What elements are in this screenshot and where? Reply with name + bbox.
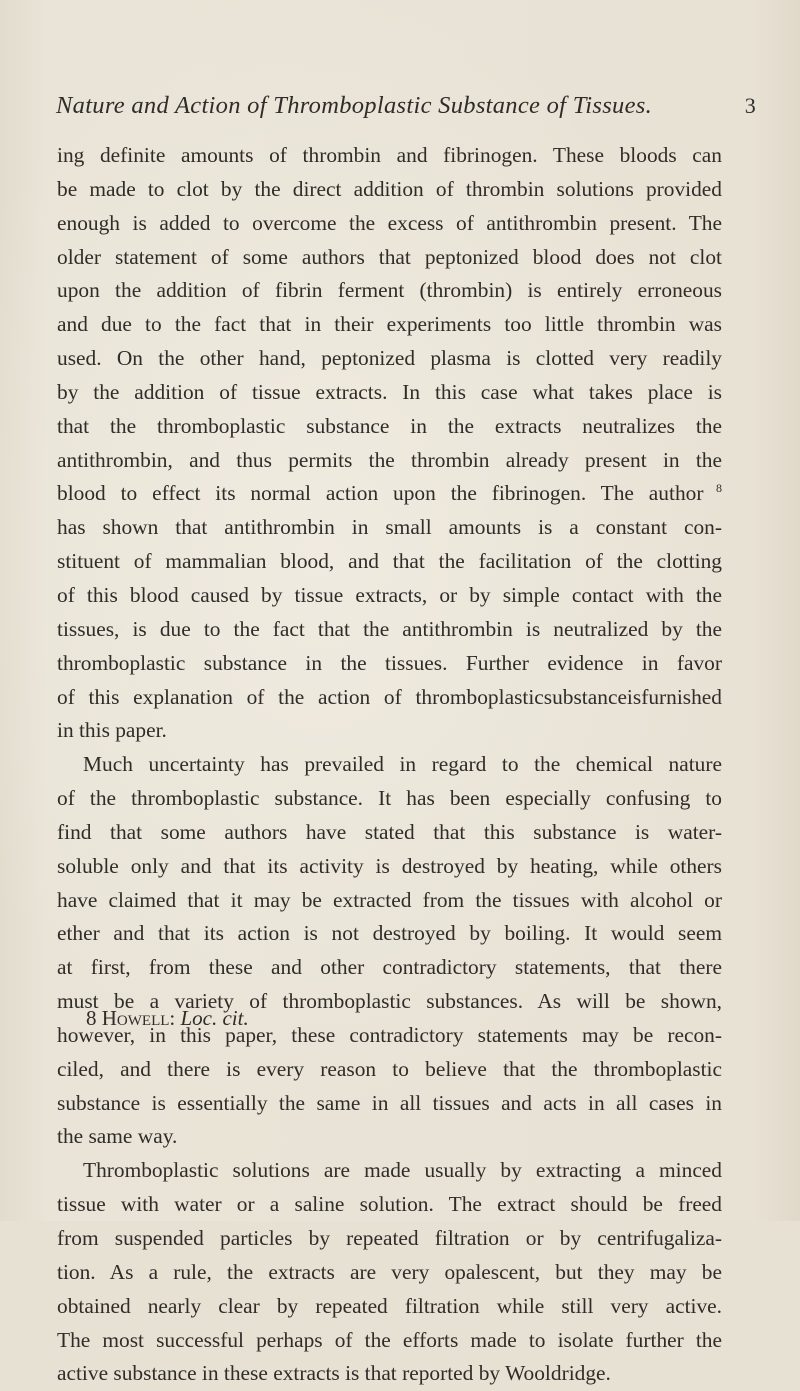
footnote-reference[interactable]: 8 bbox=[703, 481, 722, 496]
text-line: older statement of some authors that peptonized blood does not clot bbox=[57, 244, 722, 269]
text-line: however, in this paper, these contradictory statements may be recon- bbox=[57, 1022, 722, 1047]
running-head bbox=[56, 92, 756, 126]
text-line: tissue with water or a saline solution. The extract should be freed bbox=[57, 1192, 722, 1217]
text-line: of the thromboplastic substance. It has been especially confusing to bbox=[57, 786, 722, 811]
text-line: obtained nearly clear by repeated filtration while still very active. bbox=[57, 1293, 722, 1318]
text-line: be made to clot by the direct addition of thrombin solutions provided bbox=[57, 176, 722, 201]
text-line: by the addition of tissue extracts. In this case what takes place is bbox=[57, 379, 722, 404]
text-line: tion. As a rule, the extracts are very opalescent, but they may be bbox=[57, 1259, 722, 1284]
text-line: active substance in these extracts is that reported by Wooldridge. bbox=[57, 1361, 611, 1386]
text-line: upon the addition of fibrin ferment (thrombin) is entirely erroneous bbox=[57, 278, 722, 303]
footnote-citation: Loc. cit. bbox=[180, 1006, 249, 1030]
text-line: used. On the other hand, peptonized plasma is clotted very readily bbox=[57, 346, 722, 371]
page-number: 3 bbox=[744, 93, 756, 118]
text-line: soluble only and that its activity is destroyed by heating, while others bbox=[57, 853, 722, 878]
text-line: must be a variety of thromboplastic substances. As will be shown, bbox=[57, 989, 722, 1014]
paragraph bbox=[57, 139, 722, 748]
text-line: stituent of mammalian blood, and that the facilitation of the clotting bbox=[57, 549, 722, 574]
text-line: ether and that its action is not destroyed by boiling. It would seem bbox=[57, 921, 722, 946]
text-line: ing definite amounts of thrombin and fibrinogen. These bloods can bbox=[57, 143, 722, 167]
footnote-author: Howell: bbox=[101, 1006, 176, 1030]
text-line: enough is added to overcome the excess of antithrombin present. The bbox=[57, 210, 722, 235]
text-line: substance is essentially the same in all tissues and acts in all cases in bbox=[57, 1090, 722, 1115]
paragraph bbox=[57, 748, 722, 1154]
footnote bbox=[86, 1001, 249, 1035]
body-text bbox=[57, 139, 722, 1391]
text-line: that the thromboplastic substance in the extracts neutralizes the bbox=[57, 413, 722, 438]
text-line: have claimed that it may be extracted from the tissues with alcohol or bbox=[57, 887, 722, 912]
text-line: and due to the fact that in their experiments too little thrombin was bbox=[57, 312, 722, 337]
text-line: of this explanation of the action of thromboplasticsubstanceisfurnished bbox=[57, 684, 722, 709]
text-line: tissues, is due to the fact that the antithrombin is neutralized by the bbox=[57, 616, 722, 641]
text-line: has shown that antithrombin in small amounts is a constant con- bbox=[57, 515, 722, 540]
text-line: Much uncertainty has prevailed in regard to the chemical nature bbox=[83, 752, 722, 777]
text-line: in this paper. bbox=[57, 718, 167, 743]
text-line: antithrombin, and thus permits the thrombin already present in the bbox=[57, 447, 722, 472]
text-line: Thromboplastic solutions are made usually by extracting a minced bbox=[83, 1158, 722, 1183]
paragraph bbox=[57, 1154, 722, 1391]
footnote-marker: 8 bbox=[86, 1006, 97, 1030]
text-line: find that some authors have stated that this substance is water- bbox=[57, 819, 722, 844]
text-line: blood to effect its normal action upon the fibrinogen. The author $^8$ bbox=[57, 481, 722, 506]
text-line: the same way. bbox=[57, 1124, 178, 1149]
text-line: at first, from these and other contradictory statements, that there bbox=[57, 955, 722, 980]
running-title: Nature and Action of Thromboplastic Substance of Tissues. bbox=[56, 92, 653, 119]
text-line: of this blood caused by tissue extracts, or by simple contact with the bbox=[57, 582, 722, 607]
text-line: The most successful perhaps of the efforts made to isolate further the bbox=[57, 1327, 722, 1352]
text-line: from suspended particles by repeated filtration or by centrifugaliza- bbox=[57, 1226, 722, 1250]
text-line: thromboplastic substance in the tissues. Further evidence in favor bbox=[57, 650, 722, 675]
text-line: ciled, and there is every reason to believe that the thromboplastic bbox=[57, 1056, 722, 1081]
